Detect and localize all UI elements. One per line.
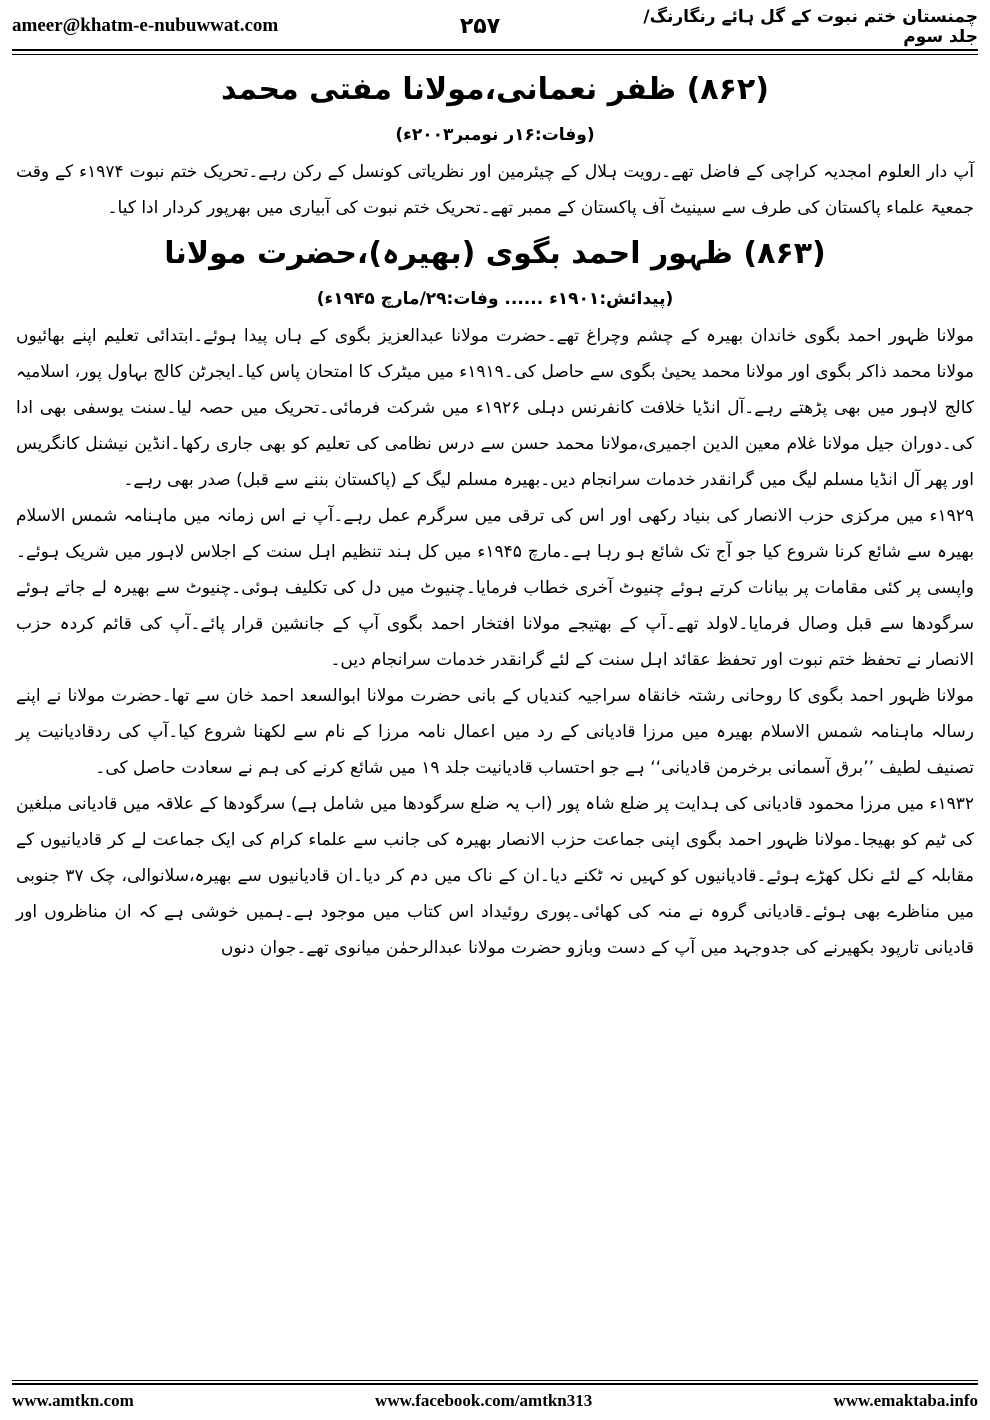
- entry-title: (۸۶۳) ظہور احمد بگوی (بھیرہ)،حضرت مولانا: [164, 236, 826, 271]
- paragraph: آپ دار العلوم امجدیہ کراچی کے فاضل تھے۔رویت ہلال کے چیئرمین اور نظریاتی کونسل کے رکن رہے۔تحریک ختم نبوت ۱۹۷۴ء کے وقت جمعیۃ علماء پاکستان کی طرف سے سینیٹ آف پاکستان کے ممبر تھے۔تحریک ختم نبوت کی آبیاری میں بھرپور کردار ادا کیا۔: [16, 162, 974, 218]
- entry-dates: (وفات:۱۶ر نومبر۲۰۰۳ء): [395, 125, 595, 145]
- footer-link-emaktaba[interactable]: www.emaktaba.info: [833, 1391, 978, 1410]
- paragraph: مولانا ظہور احمد بگوی کا روحانی رشتہ خانقاہ سراجیہ کندیاں کے بانی حضرت مولانا ابوالسعد احمد خان سے تھا۔حضرت مولانا نے اپنے رسالہ ماہنامہ شمس الاسلام بھیرہ میں مرزا قادیانی کے رد میں اعمال نامہ مرزا کے نام سے لکھنا شروع کیا۔آپ کی ردقادیانیت پر تصنیف لطیف ’’برق آسمانی برخرمن قادیانی‘‘ ہے جو احتساب قادیانیت جلد ۱۹ میں شائع کرنے کی ہم نے سعادت حاصل کی۔: [16, 686, 974, 778]
- paragraph: ۱۹۲۹ء میں مرکزی حزب الانصار کی بنیاد رکھی اور اس کی ترقی میں سرگرم عمل رہے۔آپ نے اس زمانہ میں ماہنامہ شمس الاسلام بھیرہ سے شائع کرنا شروع کیا جو آج تک شائع ہو رہا ہے۔مارچ ۱۹۴۵ء میں کل ہند تنظیم اہل سنت کے اجلاس لاہور میں شریک ہوئے۔واپسی پر کئی مقامات پر بیانات کرتے ہوئے چنیوٹ آخری خطاب فرمایا۔چنیوٹ میں دل کی تکلیف ہوئی۔چنیوٹ سے بھیرہ لے جاتے ہوئے سرگودھا سے قبل وصال فرمایا۔لاولد تھے۔آپ کے بھتیجے مولانا افتخار احمد بگوی آپ کے جانشین قرار پائے۔آپ کی قائم کردہ حزب الانصار نے تحفظ ختم نبوت اور تحفظ عقائد اہل سنت کے لئے گرانقدر خدمات سرانجام دیں۔: [16, 506, 974, 670]
- header-rule-inner: [12, 54, 978, 55]
- paragraph: ۱۹۳۲ء میں مرزا محمود قادیانی کی ہدایت پر ضلع شاہ پور (اب یہ ضلع سرگودھا میں شامل ہے) سرگودھا کے علاقہ میں قادیانی مبلغین کی ٹیم کو بھیجا۔مولانا ظہور احمد بگوی اپنی جماعت حزب الانصار بھیرہ کی جانب سے علماء کرام کی ایک جماعت لے کر قادیانیوں کے مقابلہ کے لئے نکل کھڑے ہوئے۔قادیانیوں کو کہیں نہ ٹکنے دیا۔ان کے ناک میں دم کر دیا۔ان قادیانیوں سے بھیرہ،سلانوالی، چک ۳۷ جنوبی میں مناظرے بھی ہوئے۔قادیانی گروہ نے منہ کی کھائی۔پوری روئیداد اس کتاب میں موجود ہے۔ہمیں خوشی ہے کہ ان مناظروں اور قادیانی تارپود بکھیرنے کی جدوجہد میں آپ کے دست وبازو حضرت مولانا عبدالرحمٰن میانوی تھے۔جوان دنوں: [16, 794, 974, 958]
- footer-rule-outer: [12, 1383, 978, 1385]
- entry-dates: (پیدائش:۱۹۰۱ء ...... وفات:۲۹/مارچ ۱۹۴۵ء): [316, 289, 674, 309]
- book-title: چمنستان ختم نبوت کے گل ہائے رنگارنگ/جلد سوم: [643, 6, 978, 47]
- footer-link-facebook[interactable]: www.facebook.com/amtkn313: [375, 1391, 593, 1410]
- header-email[interactable]: ameer@khatm-e-nubuwwat.com: [12, 15, 279, 36]
- footer-rule: [12, 1380, 978, 1381]
- header-rule: [12, 49, 978, 51]
- page-number: ۲۵۷: [459, 13, 501, 39]
- page-body: [12, 62, 978, 1378]
- entry-862: [12, 62, 978, 226]
- page-header: [12, 6, 978, 47]
- paragraph: مولانا ظہور احمد بگوی خاندان بھیرہ کے چشم وچراغ تھے۔حضرت مولانا عبدالعزیز بگوی کے ہاں پیدا ہوئے۔ابتدائی تعلیم اپنے بھائیوں مولانا محمد ذاکر بگوی اور مولانا محمد یحییٰ بگوی سے حاصل کی۔۱۹۱۹ء میں میٹرک کا امتحان پاس کیا۔ایجرٹن کالج بہاول پور، اسلامیہ کالج لاہور میں بھی پڑھتے رہے۔آل انڈیا خلافت کانفرنس دہلی ۱۹۲۶ء میں شرکت فرمائی۔تحریک میں حصہ لیا۔سنت یوسفی بھی ادا کی۔دوران جیل مولانا غلام معین الدین اجمیری،مولانا محمد حسن سے درس نظامی کی تعلیم کو بھی جاری رکھا۔انڈین نیشنل کانگریس اور پھر آل انڈیا مسلم لیگ میں گرانقدر خدمات سرانجام دیں۔بھیرہ مسلم لیگ کے (پاکستان بننے سے قبل) صدر بھی رہے۔: [16, 326, 974, 490]
- entry-title: (۸۶۲) ظفر نعمانی،مولانا مفتی محمد: [221, 72, 769, 107]
- entry-863: [12, 226, 978, 966]
- footer-link-amtkn[interactable]: www.amtkn.com: [12, 1391, 134, 1410]
- page-footer: [12, 1388, 978, 1414]
